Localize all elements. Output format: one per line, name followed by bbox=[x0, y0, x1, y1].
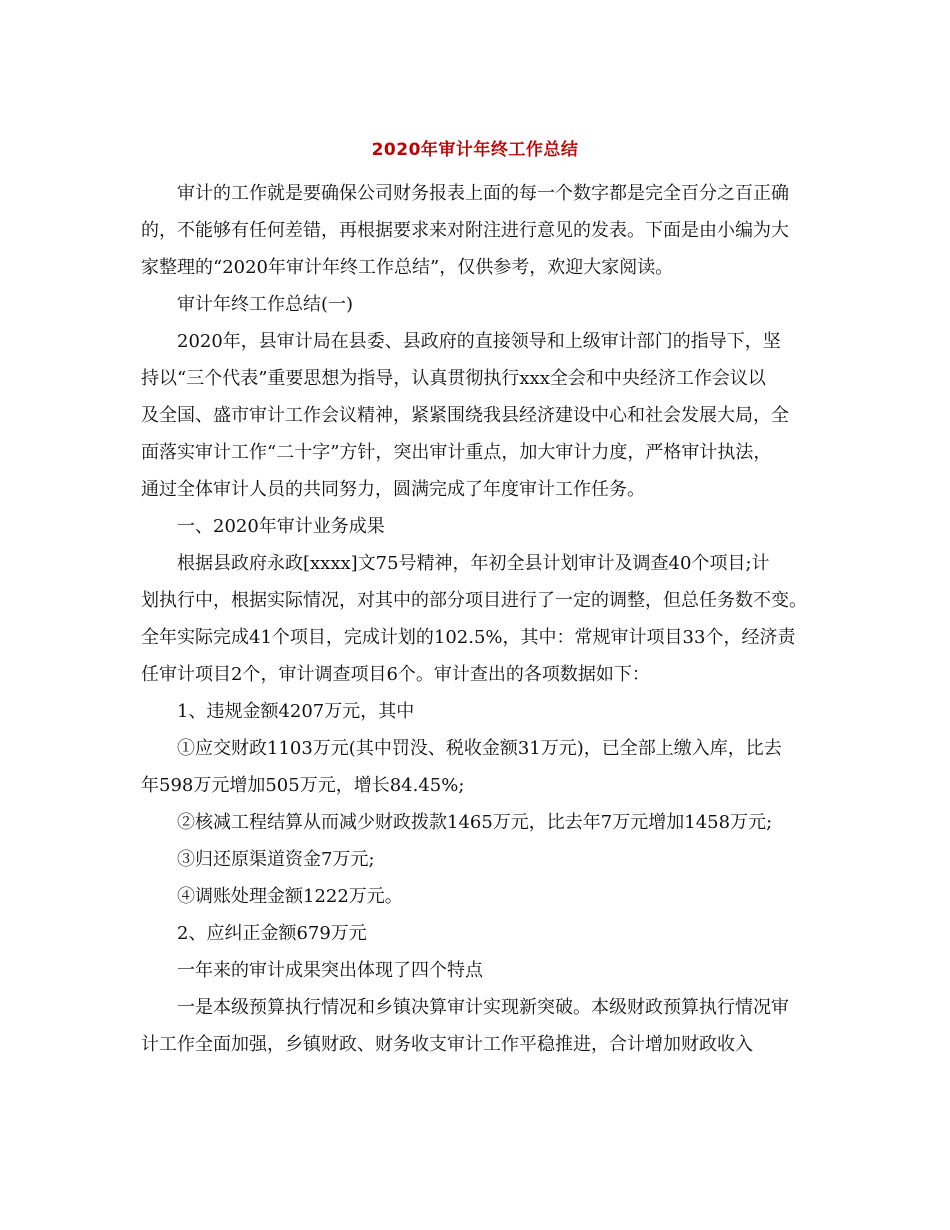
text-line: 2、应纠正金额679万元 bbox=[177, 923, 367, 944]
text-line: 通过全体审计人员的共同努力，圆满完成了年度审计工作任务。 bbox=[141, 479, 645, 500]
text-line: 全年实际完成41个项目，完成计划的102.5%，其中：常规审计项目33个，经济责 bbox=[141, 627, 796, 648]
text-line: 计工作全面加强，乡镇财政、财务收支审计工作平稳推进，合计增加财政收入 bbox=[141, 1034, 753, 1055]
text-line: ③归还原渠道资金7万元; bbox=[177, 849, 375, 870]
text-line: 持以“三个代表”重要思想为指导，认真贯彻执行xxx全会和中央经济工作会议以 bbox=[141, 368, 766, 389]
text-line: 2020年，县审计局在县委、县政府的直接领导和上级审计部门的指导下，坚 bbox=[177, 331, 781, 352]
text-line: 一是本级预算执行情况和乡镇决算审计实现新突破。本级财政预算执行情况审 bbox=[177, 997, 789, 1018]
text-line: 审计年终工作总结(一) bbox=[177, 294, 354, 315]
text-line: 的，不能够有任何差错，再根据要求来对附注进行意见的发表。下面是由小编为大 bbox=[141, 220, 789, 241]
text-line: 及全国、盛市审计工作会议精神，紧紧围绕我县经济建设中心和社会发展大局，全 bbox=[141, 405, 789, 426]
text-line: 任审计项目2个，审计调查项目6个。审计查出的各项数据如下： bbox=[141, 664, 650, 685]
document-title: 2020年审计年终工作总结 bbox=[371, 140, 579, 160]
text-line: 审计的工作就是要确保公司财务报表上面的每一个数字都是完全百分之百正确 bbox=[177, 183, 789, 204]
text-line: 年598万元增加505万元，增长84.45%; bbox=[141, 775, 465, 796]
text-line: 家整理的“2020年审计年终工作总结”，仅供参考，欢迎大家阅读。 bbox=[141, 257, 674, 278]
text-line: 划执行中，根据实际情况，对其中的部分项目进行了一定的调整，但总任务数不变。 bbox=[141, 590, 807, 611]
text-line: 根据县政府永政[xxxx]文75号精神，年初全县计划审计及调查40个项目;计 bbox=[177, 553, 770, 574]
text-line: 一年来的审计成果突出体现了四个特点 bbox=[177, 960, 483, 981]
text-line: ②核减工程结算从而减少财政拨款1465万元，比去年7万元增加1458万元; bbox=[177, 812, 773, 833]
text-line: 1、违规金额4207万元，其中 bbox=[177, 701, 415, 722]
text-line: 面落实审计工作“二十字”方针，突出审计重点，加大审计力度，严格审计执法， bbox=[141, 442, 772, 463]
text-line: ④调账处理金额1222万元。 bbox=[177, 886, 403, 907]
text-line: 一、2020年审计业务成果 bbox=[177, 516, 385, 537]
document-body bbox=[141, 175, 811, 1063]
text-line: ①应交财政1103万元(其中罚没、税收金额31万元)，已全部上缴入库，比去 bbox=[177, 738, 782, 759]
